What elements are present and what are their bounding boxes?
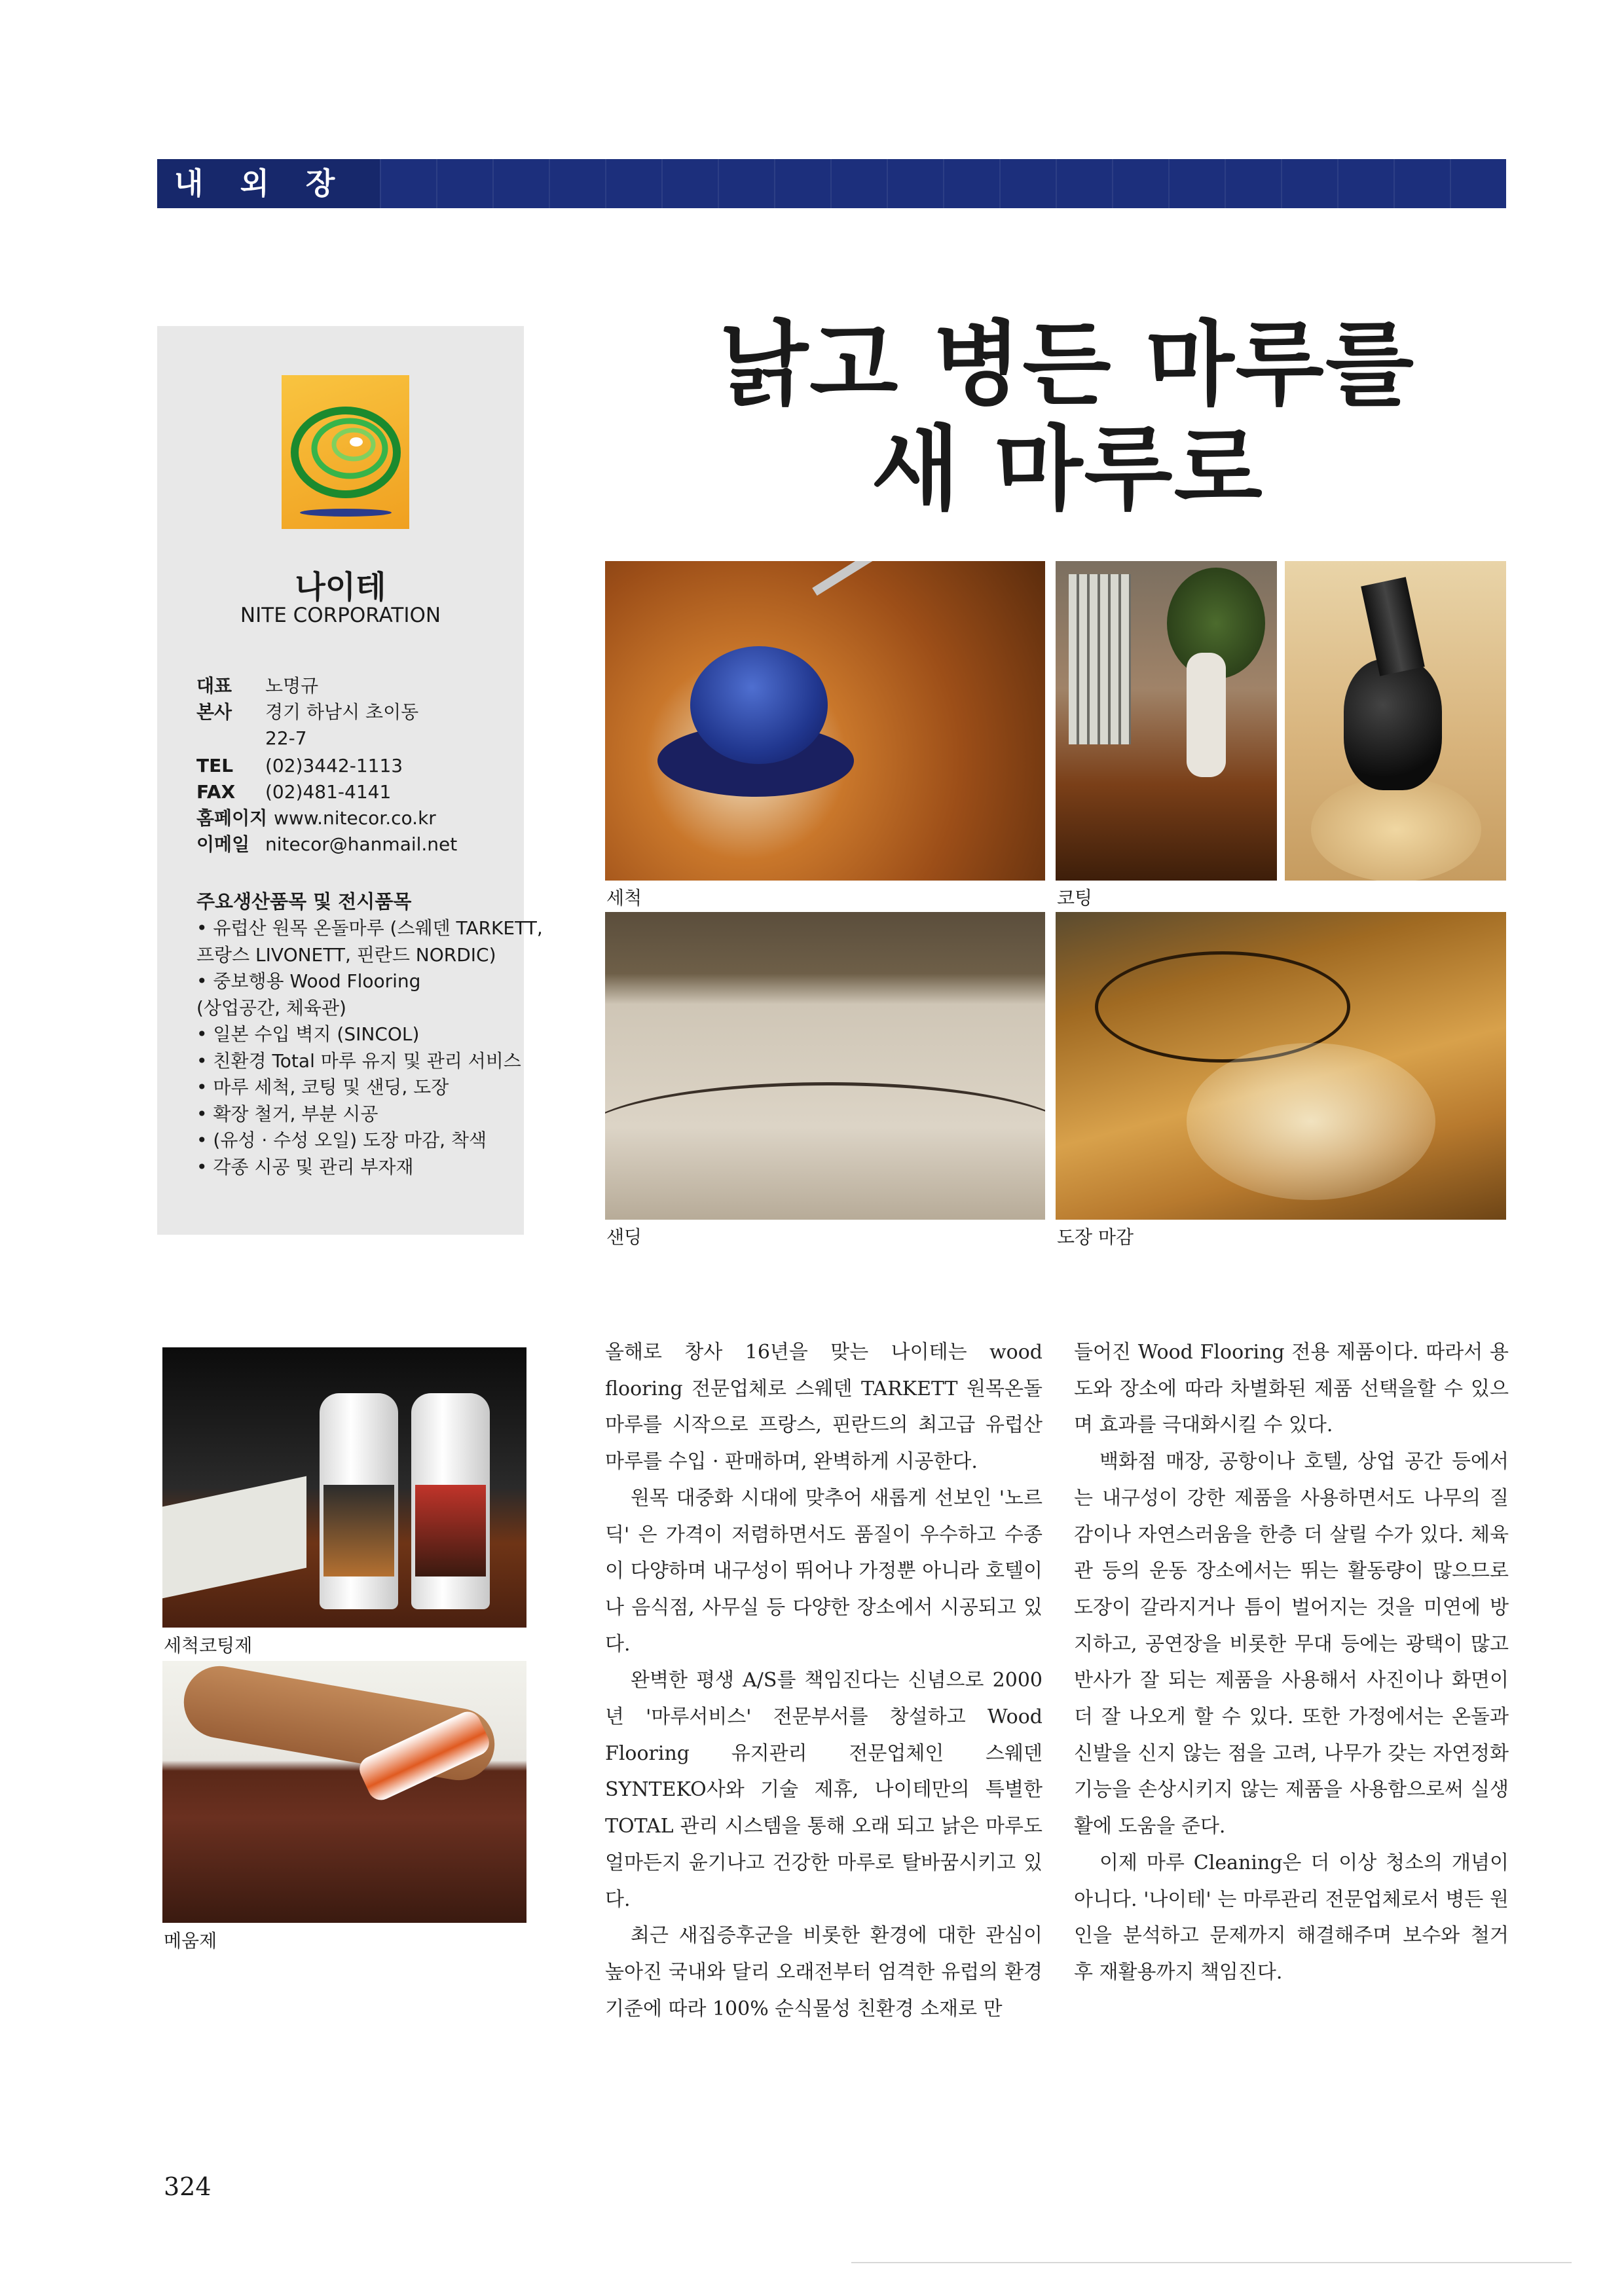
list-item: 프랑스 LIVONETT, 핀란드 NORDIC): [196, 943, 496, 966]
body-column-2: [1074, 1334, 1509, 1991]
products-list: [196, 915, 543, 1180]
photo-cleaner-products: [162, 1347, 526, 1628]
paragraph: 올해로 창사 16년을 맞는 나이테는 wood flooring 전문업체로 스웨덴 TARKETT 원목온돌마루를 시작으로 프랑스, 핀란드의 최고급 유럽산 마루를 수입 · 판매하며, 완벽하게 시공한다.: [605, 1341, 1043, 1474]
photo-finish: [1056, 912, 1506, 1220]
list-item: (상업공간, 체육관): [196, 996, 346, 1019]
photo-coating: [1056, 561, 1277, 881]
section-label: 내 외 장 재: [157, 159, 380, 208]
list-item: • 마루 세척, 코팅 및 샌딩, 도장: [196, 1076, 449, 1098]
paragraph: 완벽한 평생 A/S를 책임진다는 신념으로 2000년 '마루서비스' 전문부서를 창설하고 Wood Flooring 유지관리 전문업체인 스웨덴 SYNTEKO사와 기술 제휴, 나이테만의 특별한 TOTAL 관리 시스템을 통해 오래 되고 낡은 마루도 얼마든지 윤기나고 건강한 마루로 탈바꿈시키고 있다.: [605, 1669, 1043, 1911]
photo-filler: [162, 1661, 526, 1923]
caption-cleaner: 세척코팅제: [164, 1635, 253, 1656]
ring-logo-icon: [282, 375, 409, 529]
company-name-en: NITE CORPORATION: [240, 604, 441, 627]
paragraph: 이제 마루 Cleaning은 더 이상 청소의 개념이 아니다. '나이테' 는 마루관리 전문업체로서 병든 원인을 분석하고 문제까지 해결해주며 보수와 철거 후 재활용까지 책임진다.: [1074, 1851, 1509, 1984]
photo-sanding: [605, 912, 1045, 1220]
photo-hammer: [1285, 561, 1506, 881]
headline-line-2: 새 마루로: [871, 416, 1264, 523]
caption-sanding: 샌딩: [606, 1226, 642, 1248]
bottom-rule: [851, 2262, 1572, 2263]
company-name: 나이테: [295, 569, 386, 606]
caption-coating: 코팅: [1057, 887, 1093, 909]
list-item: • 중보행용 Wood Flooring: [196, 970, 421, 992]
caption-finish: 도장 마감: [1057, 1226, 1134, 1248]
paragraph: 백화점 매장, 공항이나 호텔, 상업 공간 등에서는 내구성이 강한 제품을 사용하면서도 나무의 질감이나 자연스러움을 한층 더 살릴 수가 있다. 체육관 등의 운동 장소에서는 뛰는 활동량이 많으므로 도장이 갈라지거나 틈이 벌어지는 것을 미연에 방지하고, 공연장을 비롯한 무대 등에는 광택이 많고 반사가 잘 되는 제품을 사용해서 사진이나 화면이 더 잘 나오게 할 수 있다. 또한 가정에서는 온돌과 신발을 신지 않는 점을 고려, 나무가 갖는 자연정화 기능을 손상시키지 않는 제품을 사용함으로써 실생활에 도움을 준다.: [1074, 1450, 1509, 1838]
list-item: • (유성 · 수성 오일) 도장 마감, 착색: [196, 1129, 487, 1151]
caption-washing: 세척: [606, 887, 642, 909]
products-heading: 주요생산품목 및 전시품목: [196, 890, 412, 913]
list-item: • 친환경 Total 마루 유지 및 관리 서비스: [196, 1049, 521, 1072]
list-item: • 확장 철거, 부분 시공: [196, 1102, 378, 1125]
paragraph: 원목 대중화 시대에 맞추어 새롭게 선보인 '노르딕' 은 가격이 저렴하면서도 품질이 우수하고 수종이 다양하며 내구성이 뛰어나 가정뿐 아니라 호텔이나 음식점, 사무실 등 다양한 장소에서 시공되고 있다.: [605, 1486, 1043, 1656]
section-banner-pattern: [380, 159, 1506, 208]
paragraph: 최근 새집증후군을 비롯한 환경에 대한 관심이 높아진 국내와 달리 오래전부터 엄격한 유럽의 환경기준에 따라 100% 순식물성 친환경 소재로 만: [605, 1924, 1043, 2020]
company-logo: [282, 375, 409, 529]
page-number: 324: [164, 2172, 212, 2201]
body-column-1: [605, 1334, 1043, 2027]
paragraph: 들어진 Wood Flooring 전용 제품이다. 따라서 용도와 장소에 따라 차별화된 제품 선택을할 수 있으며 효과를 극대화시킬 수 있다.: [1074, 1341, 1509, 1437]
list-item: • 일본 수입 벽지 (SINCOL): [196, 1023, 420, 1045]
photo-washing: [605, 561, 1045, 881]
caption-filler: 메움제: [164, 1930, 217, 1952]
headline: [674, 313, 1460, 522]
list-item: • 각종 시공 및 관리 부자재: [196, 1156, 414, 1178]
list-item: • 유럽산 원목 온돌마루 (스웨덴 TARKETT,: [196, 917, 543, 939]
headline-line-1: 낡고 병든 마루를: [719, 312, 1416, 418]
